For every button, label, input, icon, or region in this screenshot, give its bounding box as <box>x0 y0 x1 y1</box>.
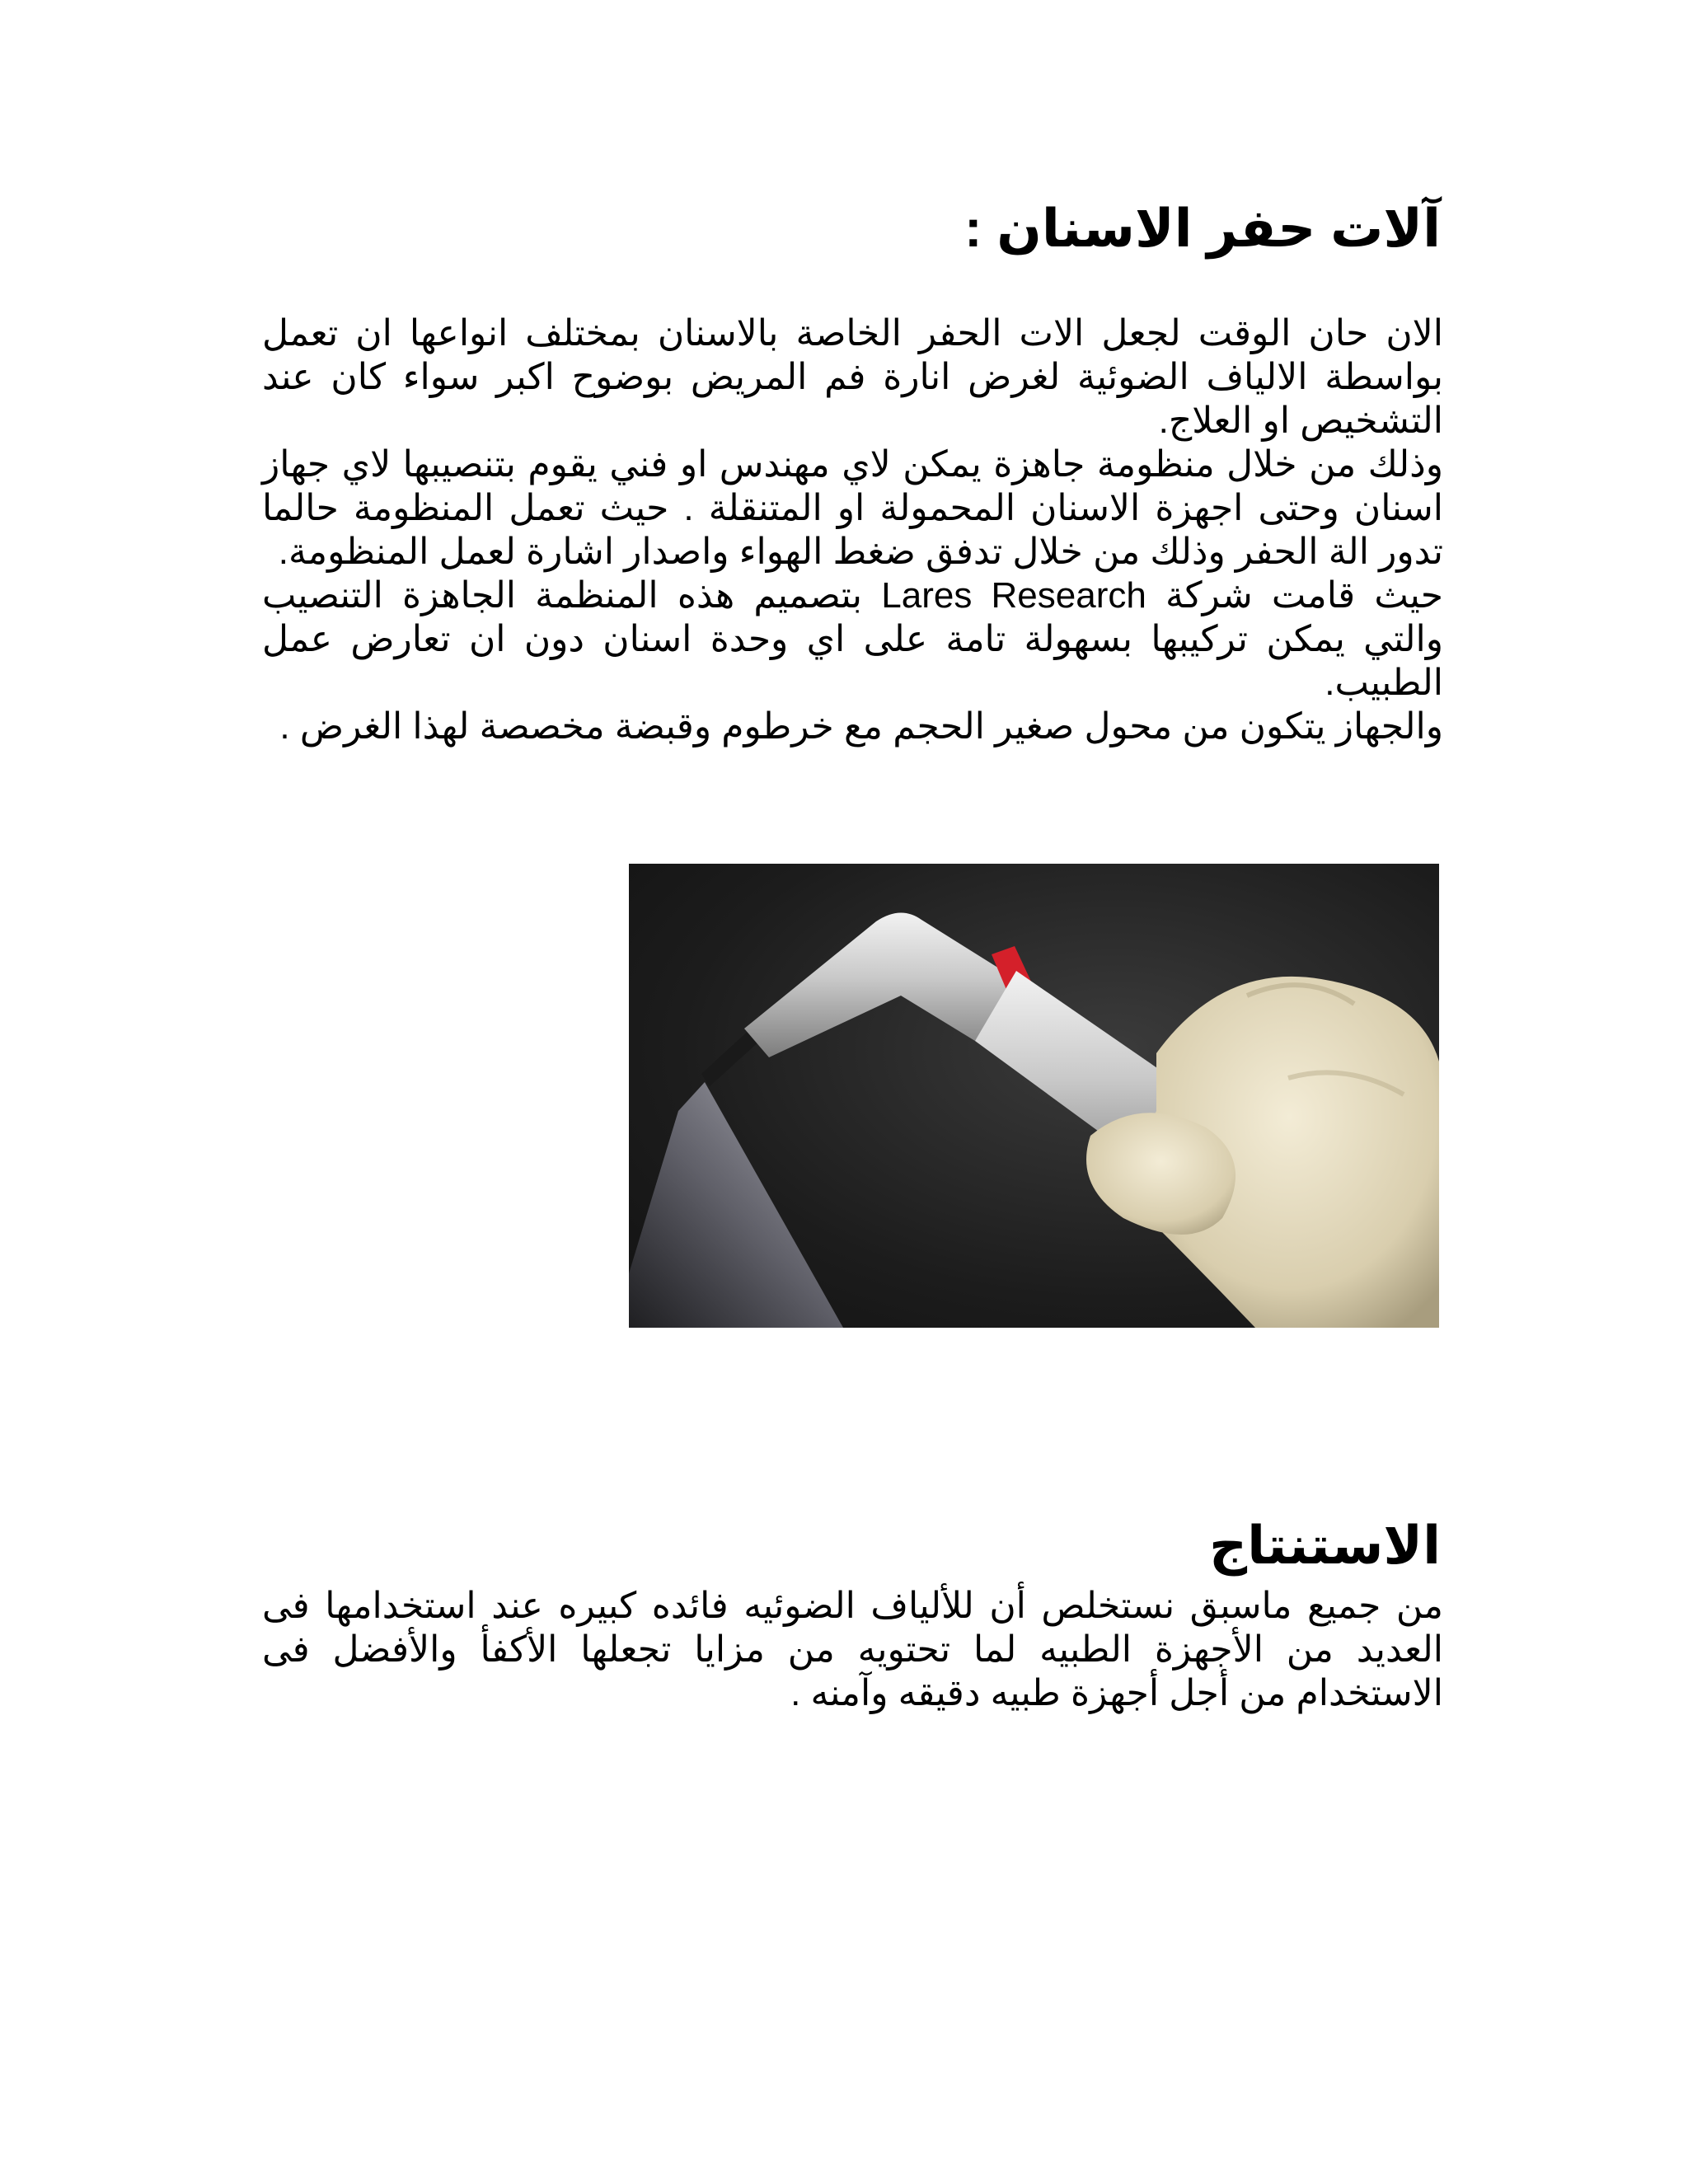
paragraph-system: وذلك من خلال منظومة جاهزة يمكن لاي مهندس او فني يقوم بتنصيبها لاي جهاز اسنان وحتى اجهزة الاسنان المحمولة او المتنقلة . حيث تعمل المنظومة حالما تدور الة الحفر وذلك من خلال تدفق ضغط الهواء واصدار اشارة لعمل المنظومة. <box>262 444 1443 572</box>
section-body-conclusion <box>262 1584 1443 1715</box>
company-prefix-text: حيث قامت شركة <box>1165 575 1444 616</box>
paragraph-intro: الان حان الوقت لجعل الات الحفر الخاصة بالاسنان بمختلف انواعها ان تعمل بواسطة الالياف الضوئية لغرض انارة فم المريض بوضوح اكبر سواء كان عند التشخيص او العلاج. <box>262 313 1443 441</box>
dental-handpiece-photo <box>629 864 1439 1328</box>
company-suffix-text: بتصميم هذه المنظمة الجاهزة التنصيب والتي يمكن تركيبها بسهولة تامة على اي وحدة اسنان دون ان تعارض عمل الطبيب. <box>262 575 1443 703</box>
section-title-conclusion: الاستنتاج <box>1208 1516 1441 1575</box>
section-body-dental-drills <box>262 312 1443 748</box>
paragraph-conclusion: من جميع ماسبق نستخلص أن للألياف الضوئيه فائده كبيره عند استخدامها فى العديد من الأجهزة الطبيه لما تحتويه من مزايا تجعلها الأكفأ والأفضل فى الاستخدام من أجل أجهزة طبيه دقيقه وآمنه . <box>262 1586 1443 1713</box>
paragraph-device: والجهاز يتكون من محول صغير الحجم مع خرطوم وقبضة مخصصة لهذا الغرض . <box>279 706 1443 747</box>
paragraph-company <box>262 574 1443 705</box>
section-title-dental-drills: آلات حفر الاسنان : <box>964 199 1441 258</box>
company-name: Lares Research <box>881 575 1146 616</box>
